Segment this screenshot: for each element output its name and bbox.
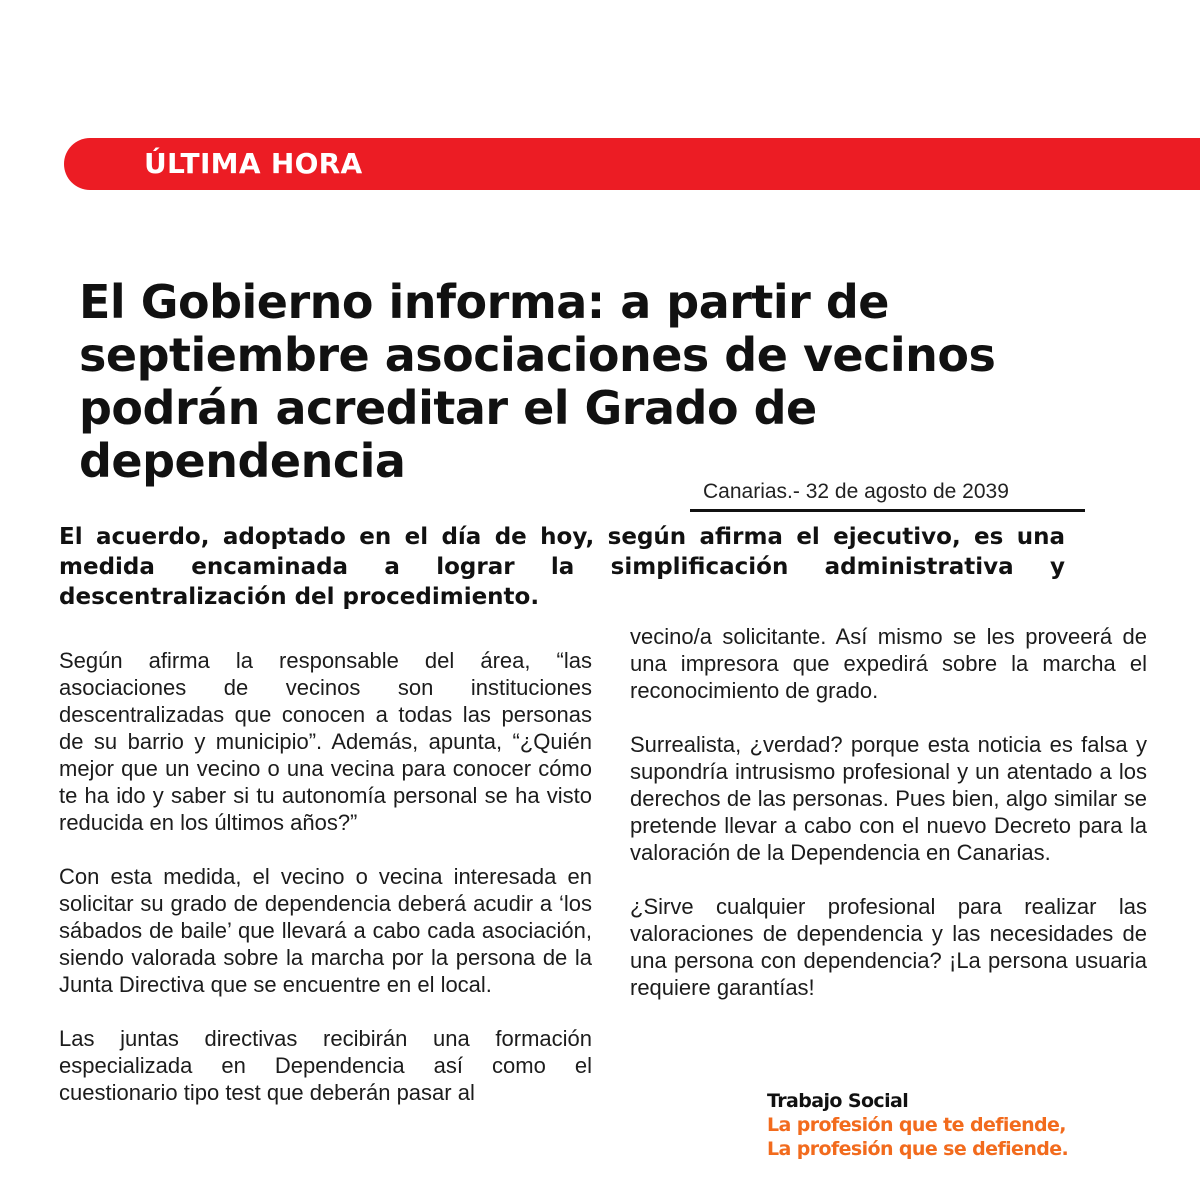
banner-label: ÚLTIMA HORA bbox=[144, 147, 363, 180]
body-paragraph: vecino/a solicitante. Así mismo se les proveerá de una impresora que expedirá sobre la marcha el reconocimiento de grado. bbox=[630, 624, 1147, 703]
right-column bbox=[630, 623, 1147, 1028]
dateline: Canarias.- 32 de agosto de 2039 bbox=[703, 480, 1009, 503]
breaking-news-banner bbox=[64, 138, 1200, 190]
signoff-title: Trabajo Social bbox=[767, 1090, 909, 1112]
article-lead: El acuerdo, adoptado en el día de hoy, según afirma el ejecutivo, es una medida encaminada a lograr la simplificación administrativa y descentralización del procedimiento. bbox=[59, 524, 1065, 610]
body-paragraph: Según afirma la responsable del área, “las asociaciones de vecinos son instituciones descentralizadas que conocen a todas las personas de su barrio y municipio”. Además, apunta, “¿Quién mejor que un vecino o una vecina para conocer cómo te ha ido y saber si tu autonomía personal se ha visto reducida en los últimos años?” bbox=[59, 648, 592, 835]
body-paragraph: Con esta medida, el vecino o vecina interesada en solicitar su grado de dependencia deberá acudir a ‘los sábados de baile’ que llevará a cabo cada asociación, siendo valorada sobre la marcha por la persona de la Junta Directiva que se encuentre en el local. bbox=[59, 864, 592, 997]
dateline-underline bbox=[690, 509, 1085, 512]
article-headline: El Gobierno informa: a partir de septiembre asociaciones de vecinos podrán acreditar el Grado de dependencia bbox=[79, 275, 996, 488]
signoff-block bbox=[767, 1089, 1167, 1161]
body-paragraph: Surrealista, ¿verdad? porque esta noticia es falsa y supondría intrusismo profesional y un atentado a los derechos de las personas. Pues bien, algo similar se pretende llevar a cabo con el nuevo Decreto para la valoración de la Dependencia en Canarias. bbox=[630, 732, 1147, 865]
left-column bbox=[59, 647, 592, 1133]
body-paragraph: ¿Sirve cualquier profesional para realizar las valoraciones de dependencia y las necesidades de una persona con dependencia? ¡La persona usuaria requiere garantías! bbox=[630, 894, 1147, 1000]
signoff-tagline-1: La profesión que te defiende, bbox=[767, 1114, 1066, 1136]
body-paragraph: Las juntas directivas recibirán una formación especializada en Dependencia así como el cuestionario tipo test que deberán pasar al bbox=[59, 1026, 592, 1105]
signoff-tagline-2: La profesión que se defiende. bbox=[767, 1138, 1069, 1160]
